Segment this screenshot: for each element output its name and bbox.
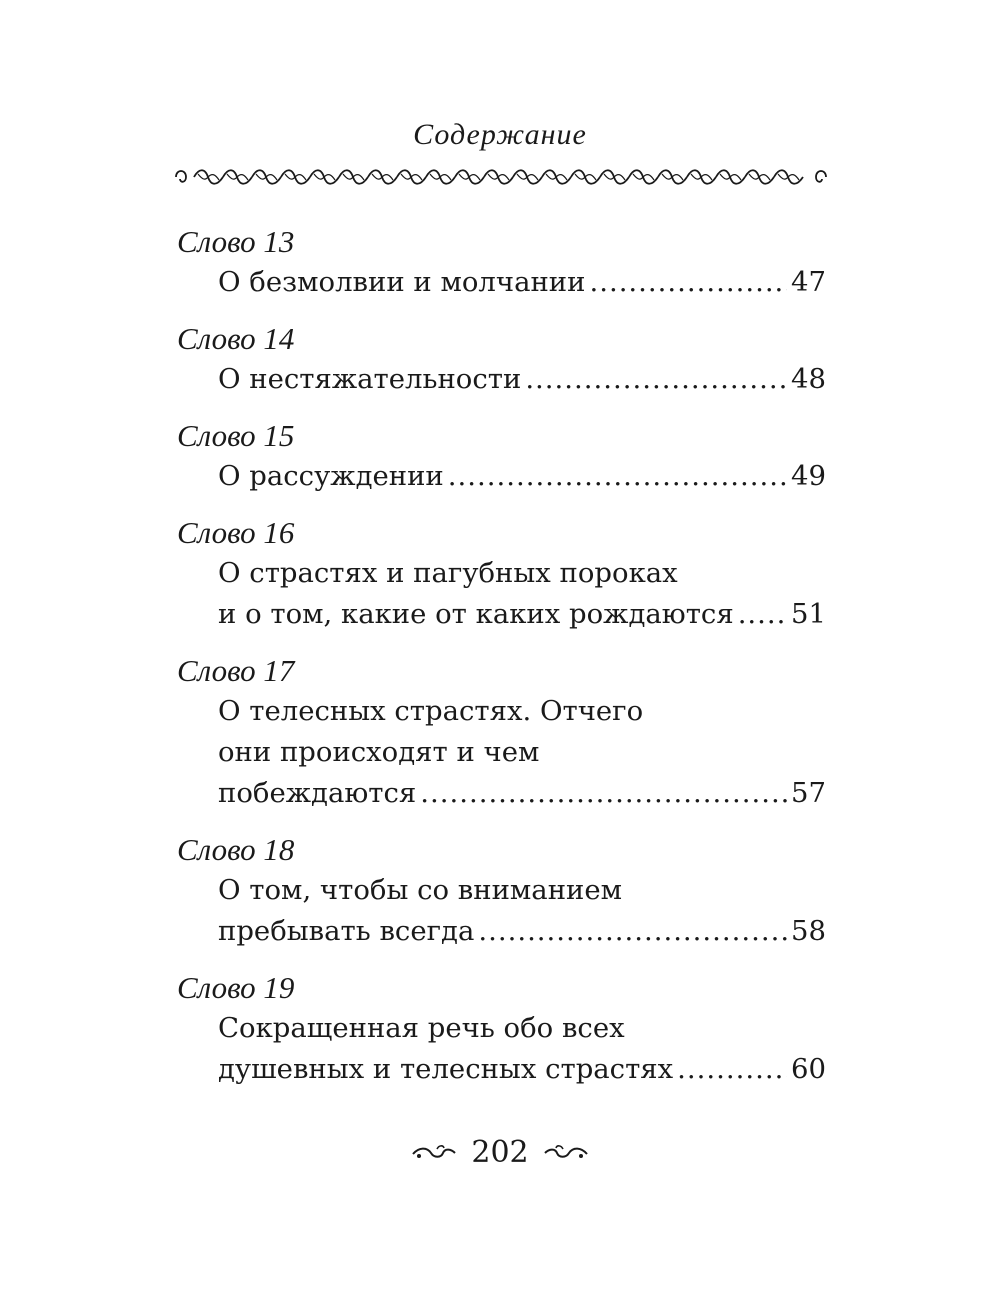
toc-entry-title[interactable]: Сокращенная речь обо всех [218,1012,625,1044]
toc-page-number: 51 [791,598,826,630]
toc-entry-16 [0,513,1000,635]
toc-entry-line[interactable] [218,773,826,814]
toc-entry-line[interactable] [218,456,826,497]
toc-entry-19 [0,968,1000,1090]
toc-page-number: 49 [791,460,826,492]
toc-entry-label: Слово 13 [177,224,295,259]
table-of-contents [0,222,1000,1106]
toc-entry-line[interactable] [218,262,826,303]
toc-entry-line[interactable] [218,911,826,952]
toc-entry-label: Слово 14 [177,321,295,356]
toc-entry-label: Слово 16 [177,515,295,550]
toc-entry-title[interactable]: О том, чтобы со вниманием [218,874,623,906]
toc-entry-title[interactable]: они происходят и чем [218,736,540,768]
dot-leader [420,773,787,814]
dot-leader [448,456,787,497]
toc-entry-title: О рассуждении [218,460,444,492]
scroll-border-ornament-icon [172,165,830,189]
toc-entry-17 [0,651,1000,814]
dot-leader [478,911,787,952]
toc-entry-title: О безмолвии и молчании [218,266,586,298]
toc-entry-title[interactable]: О страстях и пагубных пороках [218,557,678,589]
toc-entry-label: Слово 19 [177,970,295,1005]
page-title: Содержание [413,118,587,151]
toc-entry-title: душевных и телесных страстях [218,1053,674,1085]
toc-entry-18 [0,830,1000,952]
toc-entry-line[interactable] [218,1049,826,1090]
toc-entry-title[interactable]: О телесных страстях. Отчего [218,695,644,727]
dot-leader [525,359,787,400]
dot-leader [589,262,787,303]
flourish-right-icon [543,1143,589,1163]
toc-entry-label: Слово 17 [177,653,295,688]
toc-entry-label: Слово 18 [177,832,295,867]
toc-entry-title: побеждаются [218,777,417,809]
dot-leader [677,1049,787,1090]
toc-page-number: 58 [791,915,826,947]
toc-page-number: 47 [791,266,826,298]
toc-page-number: 48 [791,363,826,395]
dot-leader [738,594,787,635]
toc-entry-line[interactable] [218,594,826,635]
toc-page-number: 57 [791,777,826,809]
toc-entry-line[interactable] [218,359,826,400]
toc-entry-title: О нестяжательности [218,363,522,395]
toc-entry-14 [0,319,1000,400]
toc-entry-title: и о том, какие от каких рождаются [218,598,734,630]
page-number: 202 [471,1135,529,1170]
toc-entry-label: Слово 15 [177,418,295,453]
toc-entry-13 [0,222,1000,303]
page-footer [0,1135,1000,1170]
toc-entry-15 [0,416,1000,497]
toc-page-number: 60 [791,1053,826,1085]
toc-entry-title: пребывать всегда [218,915,475,947]
flourish-left-icon [411,1143,457,1163]
